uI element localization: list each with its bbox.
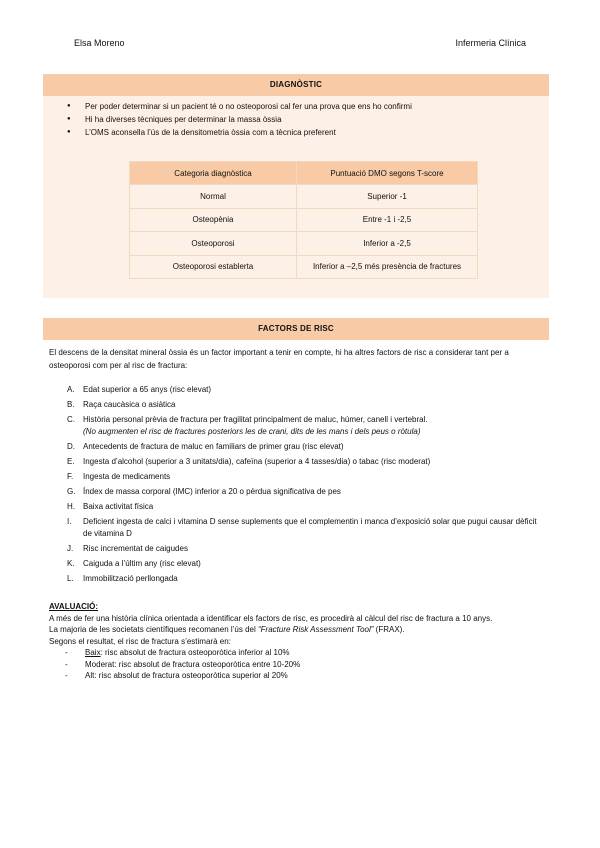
table-header: Puntuació DMO segons T-score [297,162,478,185]
list-marker: E. [67,457,75,466]
list-marker: A. [67,385,75,394]
risk-level-label: Moderat [85,659,115,669]
table-row [130,255,478,279]
page-header [74,38,526,52]
risk-level-list [49,647,549,682]
list-item [67,441,543,453]
list-marker: L. [67,574,74,583]
evaluation-paragraph: A més de fer una història clínica orientada a identificar els factors de risc, es procedirà al càlcul del risc de fractura a 10 anys. [49,613,493,623]
evaluation-section [49,601,549,682]
table-row [130,185,478,209]
table-cell: Superior -1 [297,185,478,209]
risk-section [43,340,549,595]
risk-level-text: : risc absolut de fractura osteoporòtica superior al 20% [94,671,288,680]
risk-level-text: : risc absolut de fractura osteoporòtica inferior al 10% [100,648,290,657]
factor-text: Antecedents de fractura de maluc en familiars de primer grau (risc elevat) [83,442,344,451]
table-cell: Normal [130,185,297,209]
table-row [130,208,478,232]
table-row [130,232,478,256]
risk-intro: El descens de la densitat mineral òssia és un factor important a tenir en compte, hi ha altres factors de risc a considerar tant per a osteoporosi com per al risc de fractura: [49,348,509,370]
list-marker: C. [67,415,75,424]
table-cell: Entre -1 i -2,5 [297,208,478,232]
risk-heading: FACTORS DE RISC [43,318,549,340]
factor-text: Deficient ingesta de calci i vitamina D sense suplements que el complementin i manca d’exposició solar que pugui causar dèficit de vitamina D [83,517,537,538]
list-marker: F. [67,472,74,481]
diagnostic-bullets [67,100,412,139]
list-item [49,670,549,682]
list-item [67,471,543,483]
factor-text: Immobilització perllongada [83,574,178,583]
list-marker: K. [67,559,75,568]
risk-level-label: Baix [85,648,101,657]
list-marker: J. [67,544,74,553]
list-marker: D. [67,442,75,451]
list-item [67,558,543,570]
list-item [67,414,543,438]
factor-text: Risc incrementat de caigudes [83,544,188,553]
list-marker: H. [67,502,75,511]
diagnostic-section [43,96,549,298]
list-item [67,384,543,396]
list-item [49,659,549,671]
table-cell: Osteoporosi establerta [130,255,297,279]
diagnostic-heading: DIAGNÒSTIC [43,74,549,96]
list-item [67,573,543,585]
list-item [67,399,543,411]
list-marker: B. [67,400,75,409]
list-marker: I. [67,517,72,526]
subject-name: Infermeria Clínica [455,38,526,48]
factor-text: Índex de massa corporal (IMC) inferior a 20 o pèrdua significativa de pes [83,487,341,496]
author-name: Elsa Moreno [74,38,125,48]
frax-text-before: La majoria de les societats científiques recomanen l’ús del [49,625,258,634]
factor-text: Raça caucàsica o asiàtica [83,400,176,409]
evaluation-paragraph: Segons el resultat, el risc de fractura s’estimarà en: [49,636,231,646]
dmo-table [129,161,478,279]
table-cell: Inferior a -2,5 [297,232,478,256]
factor-text: Baixa activitat física [83,502,154,511]
factor-text: Ingesta de medicaments [83,472,171,481]
table-header: Categoria diagnòstica [130,162,297,185]
frax-tool-name: “Fracture Risk Assessment Tool” [258,625,374,634]
list-item [49,647,549,659]
list-marker: G. [67,487,76,496]
evaluation-title: AVALUACIÓ: [49,602,99,611]
factor-note: (No augmenten el risc de fractures posteriors les de crani, dits de les mans i dels peus o ròtula) [83,427,421,436]
list-item: ● Hi ha diverses tècniques per determinar la massa òssia [67,113,412,126]
factor-text: Caiguda a l’últim any (risc elevat) [83,559,201,568]
table-cell: Osteoporosi [130,232,297,256]
list-item [67,501,543,513]
factor-text: Edat superior a 65 anys (risc elevat) [83,385,212,394]
evaluation-paragraph [49,624,549,636]
list-item [67,456,543,468]
risk-level-text: : risc absolut de fractura osteoporòtica entre 10-20% [114,659,301,669]
list-item [67,516,543,540]
factor-text: Història personal prèvia de fractura per fragilitat principalment de maluc, húmer, canell i vertebral. [83,415,428,424]
factor-text: Ingesta d’alcohol (superior a 3 unitats/dia), cafeïna (superior a 4 tasses/dia) o tabac (risc moderat) [83,457,431,466]
list-item: ● L’OMS aconsella l’ús de la densitometria òssia com a tècnica preferent [67,126,412,139]
table-cell: Inferior a –2,5 més presència de fractures [297,255,478,279]
list-item [67,543,543,555]
frax-text-after: (FRAX). [373,625,405,634]
list-item: ● Per poder determinar si un pacient té o no osteoporosi cal fer una prova que ens ho confirmi [67,100,412,113]
list-item [67,486,543,498]
table-cell: Osteopènia [130,208,297,232]
risk-level-label: Alt [85,671,95,680]
risk-factor-list [67,384,543,588]
table-header-row [130,162,478,185]
